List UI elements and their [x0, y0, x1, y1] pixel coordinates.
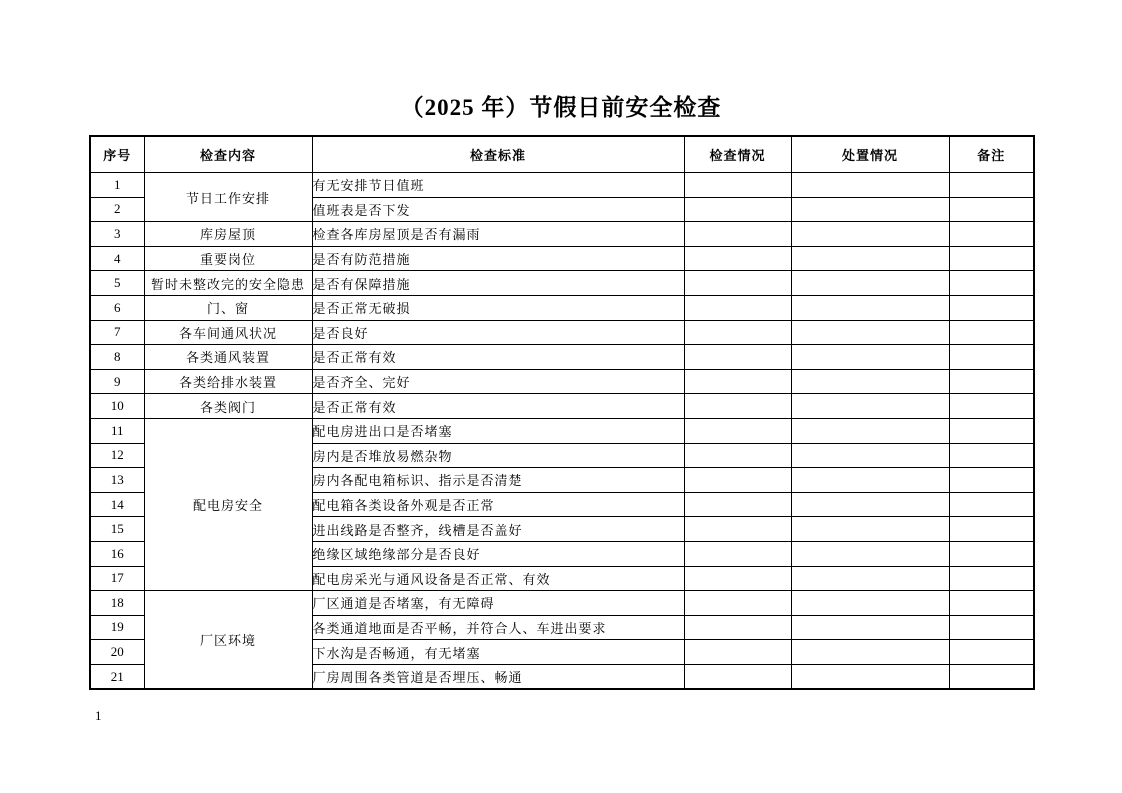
cell-remark — [949, 197, 1034, 222]
cell-remark — [949, 369, 1034, 394]
table-row — [90, 246, 1034, 271]
cell-inspection-content: 重要岗位 — [144, 246, 312, 271]
column-header-standard: 检查标准 — [312, 136, 684, 173]
cell-inspection-content: 暂时未整改完的安全隐患 — [144, 271, 312, 296]
cell-inspection-content: 库房屋顶 — [144, 222, 312, 247]
cell-remark — [949, 664, 1034, 689]
cell-disposal-status — [791, 492, 949, 517]
cell-serial-number: 4 — [90, 246, 144, 271]
cell-inspection-standard: 厂房周围各类管道是否埋压、畅通 — [312, 664, 684, 689]
cell-check-status — [684, 295, 791, 320]
cell-remark — [949, 566, 1034, 591]
cell-inspection-content: 节日工作安排 — [144, 173, 312, 222]
table-row — [90, 271, 1034, 296]
cell-inspection-content: 各类阀门 — [144, 394, 312, 419]
cell-remark — [949, 591, 1034, 616]
column-header-remark: 备注 — [949, 136, 1034, 173]
cell-disposal-status — [791, 468, 949, 493]
cell-check-status — [684, 517, 791, 542]
cell-inspection-standard: 配电房采光与通风设备是否正常、有效 — [312, 566, 684, 591]
cell-serial-number: 17 — [90, 566, 144, 591]
cell-remark — [949, 394, 1034, 419]
cell-remark — [949, 222, 1034, 247]
cell-check-status — [684, 320, 791, 345]
cell-serial-number: 13 — [90, 468, 144, 493]
cell-check-status — [684, 271, 791, 296]
cell-inspection-standard: 配电箱各类设备外观是否正常 — [312, 492, 684, 517]
cell-inspection-content: 配电房安全 — [144, 418, 312, 590]
table-row — [90, 394, 1034, 419]
cell-remark — [949, 640, 1034, 665]
cell-check-status — [684, 418, 791, 443]
cell-serial-number: 16 — [90, 541, 144, 566]
cell-serial-number: 1 — [90, 173, 144, 198]
table-row — [90, 173, 1034, 198]
cell-check-status — [684, 197, 791, 222]
cell-inspection-content: 门、窗 — [144, 295, 312, 320]
header-row — [90, 136, 1034, 173]
cell-check-status — [684, 541, 791, 566]
cell-serial-number: 15 — [90, 517, 144, 542]
cell-disposal-status — [791, 246, 949, 271]
page-title: （2025 年）节假日前安全检查 — [400, 95, 722, 120]
cell-serial-number: 5 — [90, 271, 144, 296]
column-header-check-status: 检查情况 — [684, 136, 791, 173]
cell-inspection-standard: 各类通道地面是否平畅，并符合人、车进出要求 — [312, 615, 684, 640]
cell-inspection-standard: 配电房进出口是否堵塞 — [312, 418, 684, 443]
cell-serial-number: 18 — [90, 591, 144, 616]
cell-serial-number: 3 — [90, 222, 144, 247]
cell-remark — [949, 468, 1034, 493]
cell-inspection-standard: 是否有防范措施 — [312, 246, 684, 271]
cell-inspection-standard: 是否齐全、完好 — [312, 369, 684, 394]
cell-remark — [949, 492, 1034, 517]
column-header-content: 检查内容 — [144, 136, 312, 173]
cell-inspection-standard: 房内是否堆放易燃杂物 — [312, 443, 684, 468]
cell-check-status — [684, 468, 791, 493]
cell-check-status — [684, 222, 791, 247]
cell-remark — [949, 246, 1034, 271]
cell-inspection-content: 各类给排水装置 — [144, 369, 312, 394]
cell-remark — [949, 320, 1034, 345]
cell-inspection-standard: 有无安排节日值班 — [312, 173, 684, 198]
cell-disposal-status — [791, 197, 949, 222]
cell-serial-number: 8 — [90, 345, 144, 370]
cell-serial-number: 2 — [90, 197, 144, 222]
cell-check-status — [684, 492, 791, 517]
cell-disposal-status — [791, 345, 949, 370]
cell-check-status — [684, 173, 791, 198]
cell-inspection-standard: 是否正常有效 — [312, 345, 684, 370]
cell-check-status — [684, 566, 791, 591]
cell-serial-number: 11 — [90, 418, 144, 443]
document-page — [89, 0, 1033, 723]
cell-serial-number: 12 — [90, 443, 144, 468]
table-row — [90, 295, 1034, 320]
cell-disposal-status — [791, 517, 949, 542]
cell-check-status — [684, 394, 791, 419]
cell-disposal-status — [791, 222, 949, 247]
cell-serial-number: 19 — [90, 615, 144, 640]
column-header-serial: 序号 — [90, 136, 144, 173]
cell-inspection-standard: 进出线路是否整齐，线槽是否盖好 — [312, 517, 684, 542]
cell-disposal-status — [791, 615, 949, 640]
cell-disposal-status — [791, 320, 949, 345]
cell-check-status — [684, 443, 791, 468]
table-row — [90, 222, 1034, 247]
cell-disposal-status — [791, 173, 949, 198]
cell-remark — [949, 418, 1034, 443]
cell-remark — [949, 541, 1034, 566]
cell-remark — [949, 517, 1034, 542]
cell-disposal-status — [791, 394, 949, 419]
cell-check-status — [684, 345, 791, 370]
cell-check-status — [684, 640, 791, 665]
cell-serial-number: 7 — [90, 320, 144, 345]
cell-disposal-status — [791, 369, 949, 394]
cell-disposal-status — [791, 640, 949, 665]
cell-inspection-content: 各车间通风状况 — [144, 320, 312, 345]
cell-check-status — [684, 664, 791, 689]
cell-disposal-status — [791, 295, 949, 320]
cell-inspection-standard: 绝缘区域绝缘部分是否良好 — [312, 541, 684, 566]
cell-inspection-content: 各类通风装置 — [144, 345, 312, 370]
cell-inspection-standard: 是否正常有效 — [312, 394, 684, 419]
table-row — [90, 591, 1034, 616]
column-header-disposal-status: 处置情况 — [791, 136, 949, 173]
cell-inspection-standard: 是否正常无破损 — [312, 295, 684, 320]
inspection-table — [89, 135, 1035, 690]
cell-disposal-status — [791, 541, 949, 566]
cell-serial-number: 14 — [90, 492, 144, 517]
cell-serial-number: 9 — [90, 369, 144, 394]
cell-inspection-standard: 房内各配电箱标识、指示是否清楚 — [312, 468, 684, 493]
cell-disposal-status — [791, 271, 949, 296]
cell-check-status — [684, 591, 791, 616]
table-row — [90, 320, 1034, 345]
table-row — [90, 418, 1034, 443]
cell-inspection-standard: 是否有保障措施 — [312, 271, 684, 296]
cell-remark — [949, 615, 1034, 640]
cell-inspection-content: 厂区环境 — [144, 591, 312, 690]
cell-disposal-status — [791, 418, 949, 443]
cell-remark — [949, 443, 1034, 468]
cell-remark — [949, 345, 1034, 370]
cell-disposal-status — [791, 443, 949, 468]
cell-remark — [949, 271, 1034, 296]
cell-inspection-standard: 检查各库房屋顶是否有漏雨 — [312, 222, 684, 247]
cell-inspection-standard: 下水沟是否畅通，有无堵塞 — [312, 640, 684, 665]
cell-check-status — [684, 246, 791, 271]
table-row — [90, 345, 1034, 370]
cell-serial-number: 6 — [90, 295, 144, 320]
cell-inspection-standard: 值班表是否下发 — [312, 197, 684, 222]
cell-remark — [949, 295, 1034, 320]
cell-serial-number: 21 — [90, 664, 144, 689]
table-row — [90, 369, 1034, 394]
cell-serial-number: 10 — [90, 394, 144, 419]
cell-remark — [949, 173, 1034, 198]
cell-disposal-status — [791, 664, 949, 689]
cell-inspection-standard: 是否良好 — [312, 320, 684, 345]
cell-inspection-standard: 厂区通道是否堵塞，有无障碍 — [312, 591, 684, 616]
cell-check-status — [684, 615, 791, 640]
page-number: 1 — [95, 708, 102, 723]
cell-disposal-status — [791, 566, 949, 591]
cell-serial-number: 20 — [90, 640, 144, 665]
cell-disposal-status — [791, 591, 949, 616]
cell-check-status — [684, 369, 791, 394]
